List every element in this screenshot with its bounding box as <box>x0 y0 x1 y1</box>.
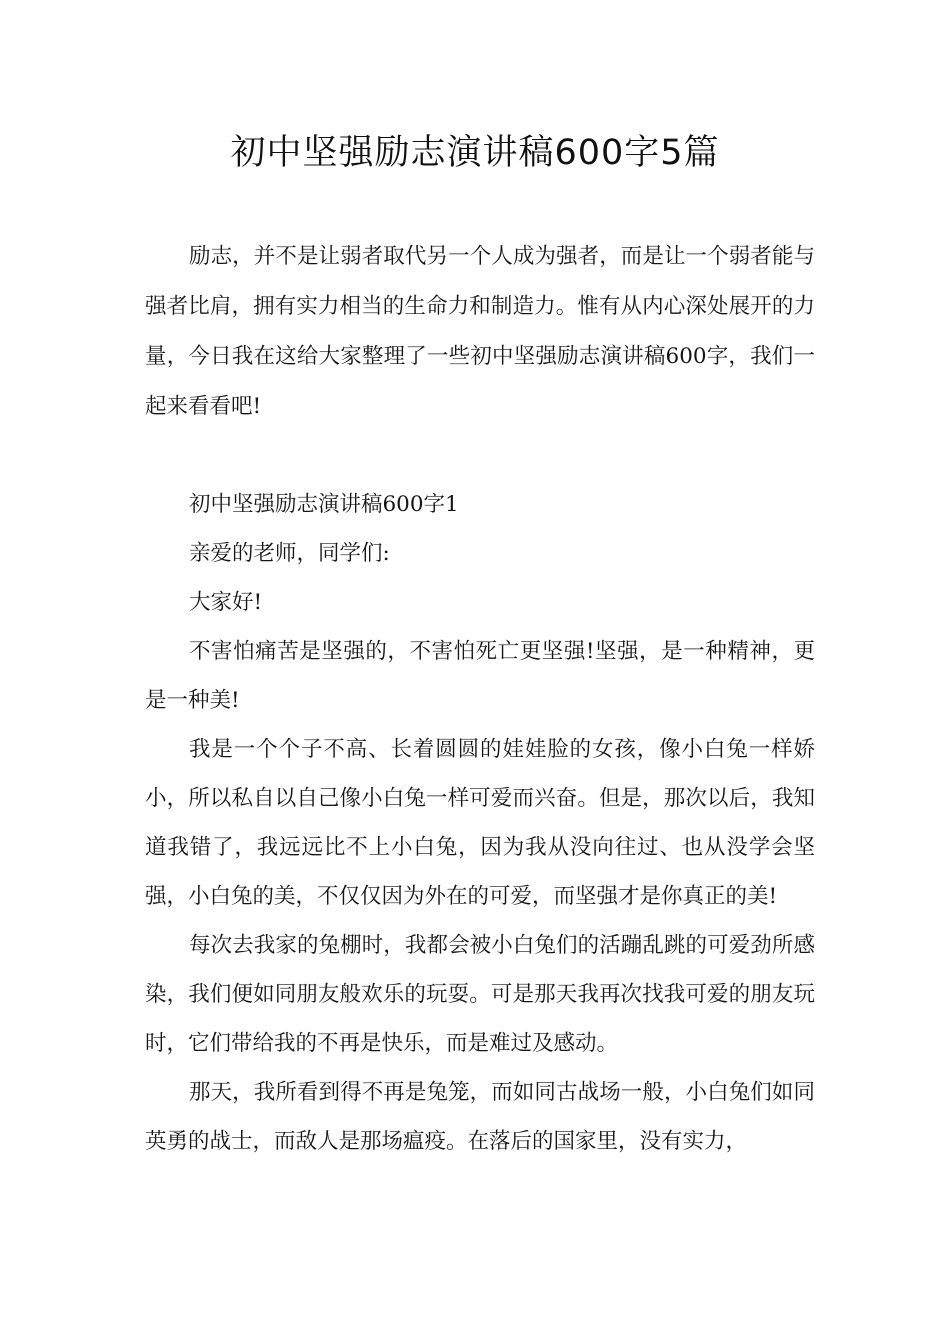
body-paragraph: 每次去我家的兔棚时，我都会被小白兔们的活蹦乱跳的可爱劲所感染，我们便如同朋友般欢乐的玩耍。可是那天我再次找我可爱的朋友玩时，它们带给我的不再是快乐，而是难过及感动。 <box>145 933 815 1056</box>
section-heading: 初中坚强励志演讲稿600字1 <box>189 492 459 517</box>
speech-body <box>145 480 815 1166</box>
salutation: 亲爱的老师，同学们: <box>189 541 390 566</box>
document-title: 初中坚强励志演讲稿600字5篇 <box>230 133 720 173</box>
greeting: 大家好! <box>189 590 263 615</box>
body-paragraph: 我是一个个子不高、长着圆圆的娃娃脸的女孩，像小白兔一样娇小，所以私自以自己像小白兔一样可爱而兴奋。但是，那次以后，我知道我错了，我远远比不上小白兔，因为我从没向往过、也从没学会坚强，小白兔的美，不仅仅因为外在的可爱，而坚强才是你真正的美! <box>145 737 815 909</box>
body-paragraph: 那天，我所看到得不再是兔笼，而如同古战场一般，小白兔们如同英勇的战士，而敌人是那场瘟疫。在落后的国家里，没有实力， <box>145 1080 815 1154</box>
body-paragraph: 不害怕痛苦是坚强的，不害怕死亡更坚强!坚强，是一种精神，更是一种美! <box>145 639 815 713</box>
intro-block <box>145 232 815 432</box>
intro-paragraph: 励志，并不是让弱者取代另一个人成为强者，而是让一个弱者能与强者比肩，拥有实力相当的生命力和制造力。惟有从内心深处展开的力量，今日我在这给大家整理了一些初中坚强励志演讲稿600字，我们一起来看看吧! <box>145 244 815 419</box>
